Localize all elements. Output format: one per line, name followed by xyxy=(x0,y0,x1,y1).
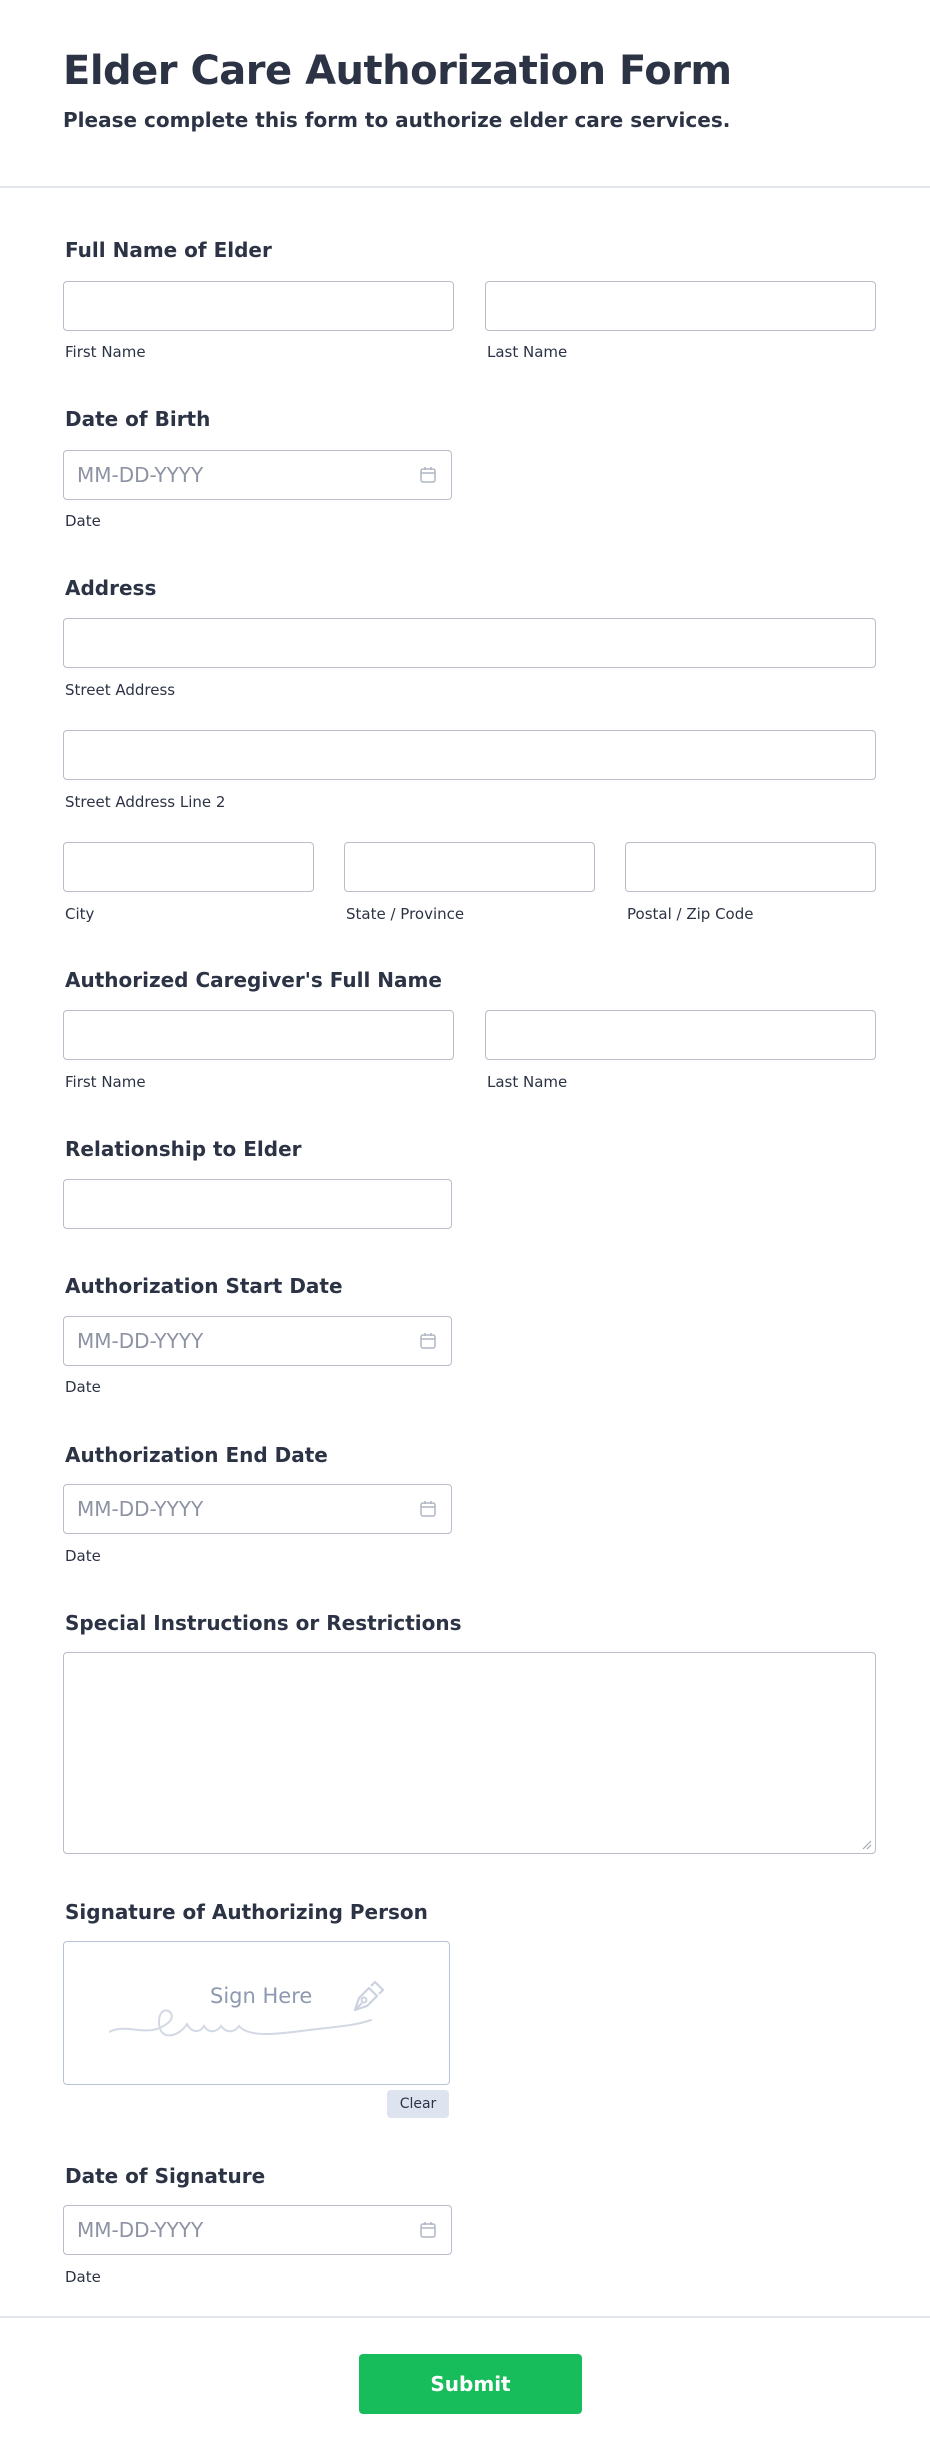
instructions-textarea[interactable] xyxy=(63,1652,876,1854)
signature-placeholder: Sign Here xyxy=(210,1984,313,2008)
dob-label: Date of Birth xyxy=(65,407,211,431)
caregiver-last-name-input[interactable] xyxy=(485,1010,876,1060)
zip-input[interactable] xyxy=(625,842,876,892)
resize-handle-icon[interactable] xyxy=(860,1838,872,1850)
pen-icon xyxy=(349,1980,385,2016)
state-sublabel: State / Province xyxy=(346,905,465,923)
calendar-icon[interactable] xyxy=(419,1500,437,1518)
elder-last-name-input[interactable] xyxy=(485,281,876,331)
elder-first-name-input[interactable] xyxy=(63,281,454,331)
end-date-label: Authorization End Date xyxy=(65,1443,328,1467)
street-address-line2-sublabel: Street Address Line 2 xyxy=(65,793,226,811)
signature-date-input[interactable] xyxy=(63,2205,452,2255)
form-header xyxy=(0,0,930,188)
end-date-sublabel: Date xyxy=(65,1547,101,1565)
footer-divider xyxy=(0,2316,930,2318)
dob-input[interactable] xyxy=(63,450,452,500)
relationship-input[interactable] xyxy=(63,1179,452,1229)
end-date-input[interactable] xyxy=(63,1484,452,1534)
caregiver-first-name-sublabel: First Name xyxy=(65,1073,146,1091)
city-input[interactable] xyxy=(63,842,314,892)
end-date-placeholder: MM-DD-YYYY xyxy=(77,1497,204,1521)
signature-label: Signature of Authorizing Person xyxy=(65,1900,428,1924)
street-address-line2-input[interactable] xyxy=(63,730,876,780)
elder-first-name-sublabel: First Name xyxy=(65,343,146,361)
caregiver-name-label: Authorized Caregiver's Full Name xyxy=(65,968,442,992)
start-date-sublabel: Date xyxy=(65,1378,101,1396)
signature-date-sublabel: Date xyxy=(65,2268,101,2286)
clear-signature-button[interactable]: Clear xyxy=(387,2090,449,2118)
street-address-sublabel: Street Address xyxy=(65,681,176,699)
form-title: Elder Care Authorization Form xyxy=(63,48,732,94)
signature-date-label: Date of Signature xyxy=(65,2164,266,2188)
start-date-input[interactable] xyxy=(63,1316,452,1366)
dob-sublabel: Date xyxy=(65,512,101,530)
form-subtitle: Please complete this form to authorize elder care services. xyxy=(63,108,731,132)
city-sublabel: City xyxy=(65,905,95,923)
signature-date-placeholder: MM-DD-YYYY xyxy=(77,2218,204,2242)
dob-placeholder: MM-DD-YYYY xyxy=(77,463,204,487)
caregiver-last-name-sublabel: Last Name xyxy=(487,1073,568,1091)
address-label: Address xyxy=(65,576,157,600)
submit-button[interactable]: Submit xyxy=(359,2354,582,2414)
zip-sublabel: Postal / Zip Code xyxy=(627,905,754,923)
elder-last-name-sublabel: Last Name xyxy=(487,343,568,361)
relationship-label: Relationship to Elder xyxy=(65,1137,302,1161)
start-date-label: Authorization Start Date xyxy=(65,1274,343,1298)
calendar-icon[interactable] xyxy=(419,466,437,484)
street-address-input[interactable] xyxy=(63,618,876,668)
calendar-icon[interactable] xyxy=(419,2221,437,2239)
signature-pad[interactable] xyxy=(63,1941,450,2085)
state-input[interactable] xyxy=(344,842,595,892)
elder-name-label: Full Name of Elder xyxy=(65,238,272,262)
start-date-placeholder: MM-DD-YYYY xyxy=(77,1329,204,1353)
caregiver-first-name-input[interactable] xyxy=(63,1010,454,1060)
calendar-icon[interactable] xyxy=(419,1332,437,1350)
instructions-label: Special Instructions or Restrictions xyxy=(65,1611,462,1635)
